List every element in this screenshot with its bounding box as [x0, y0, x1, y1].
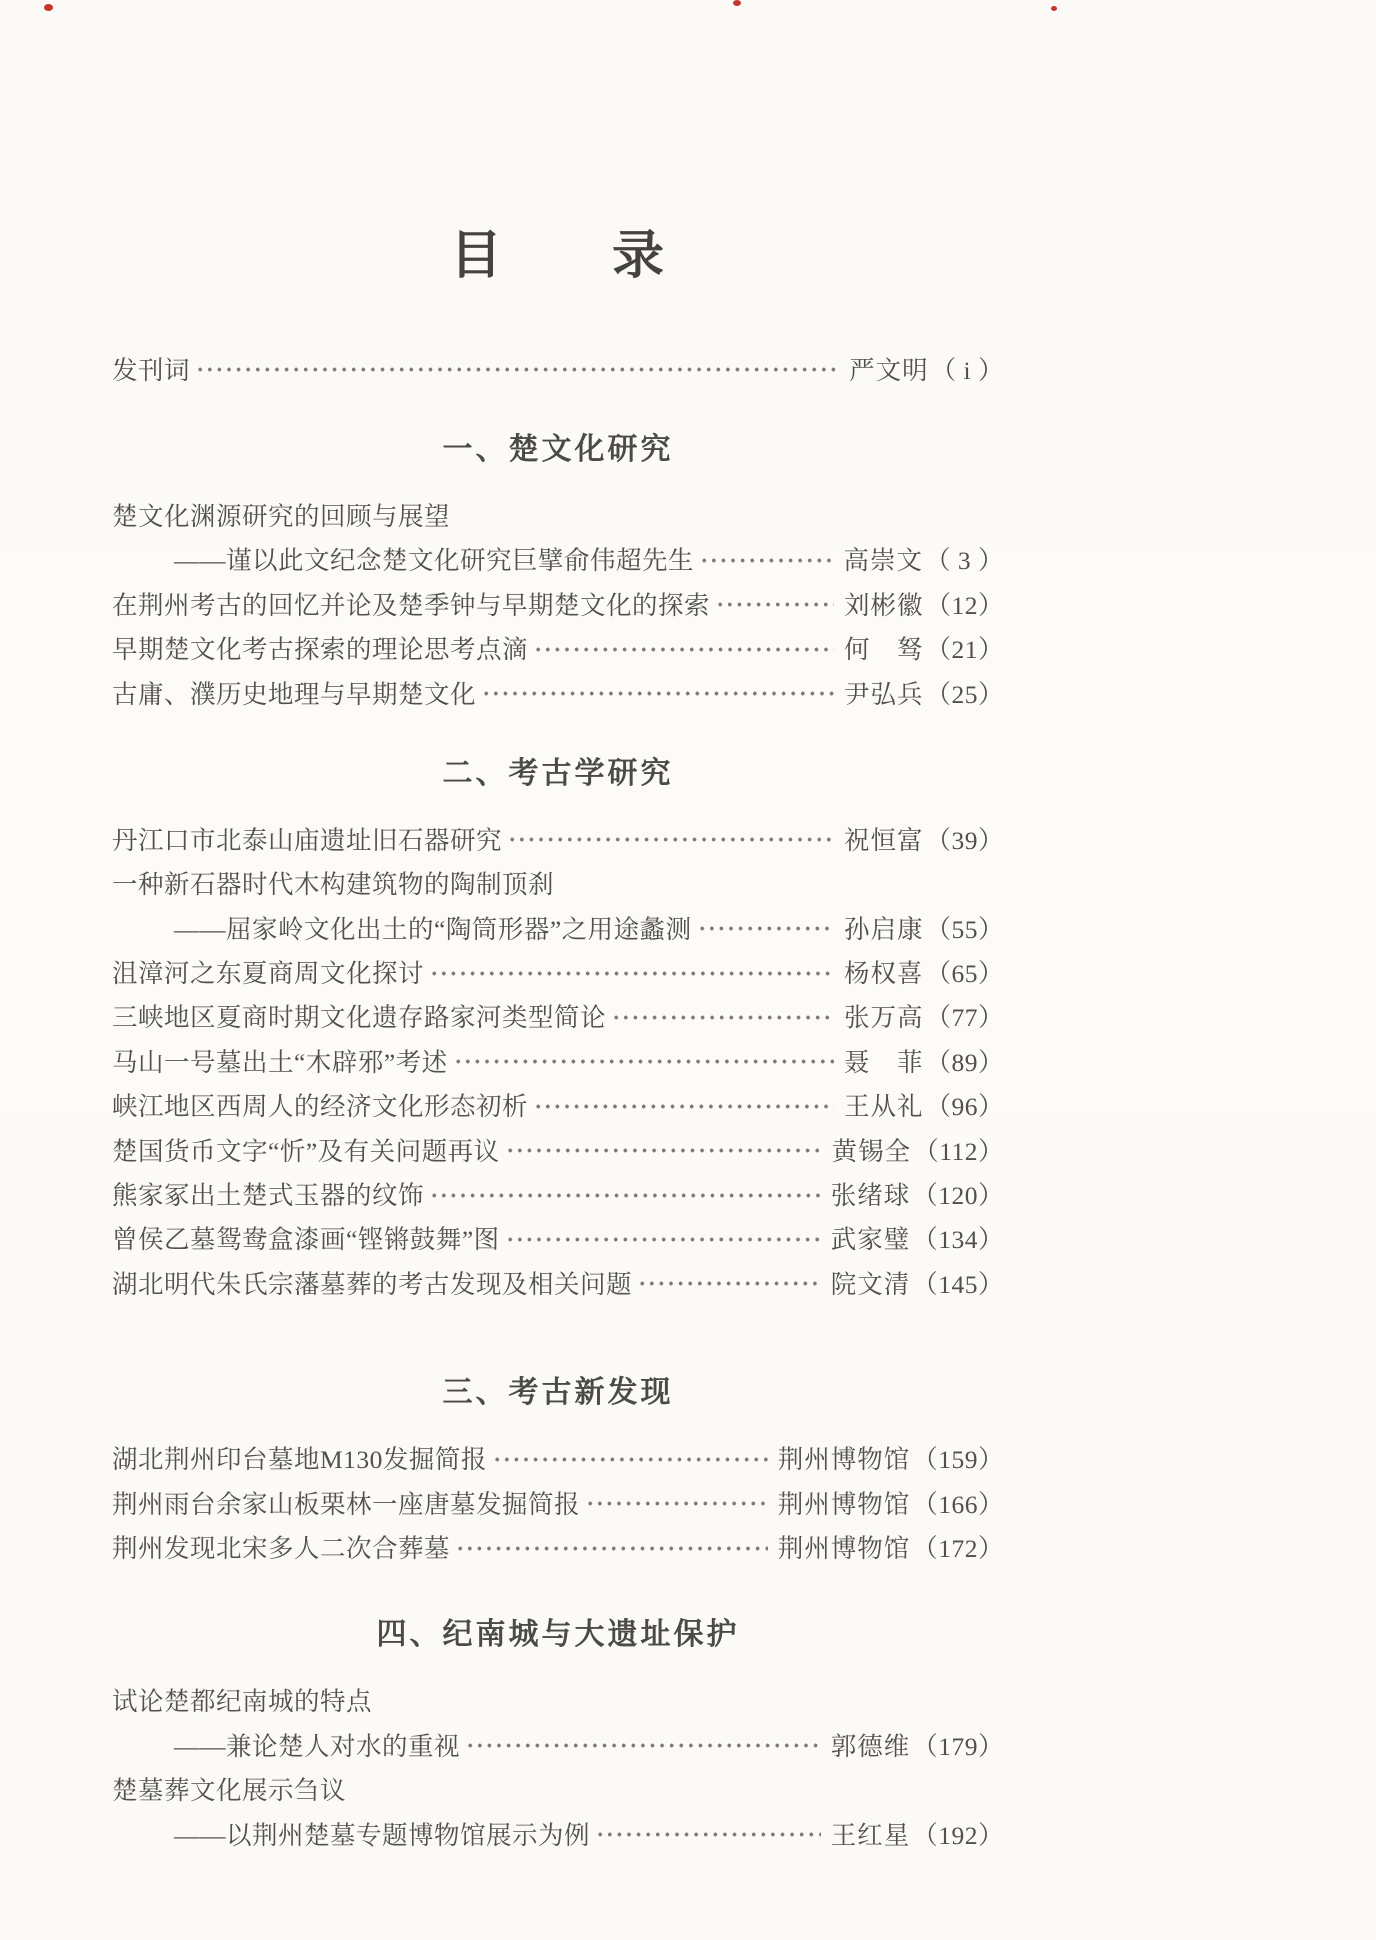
entry-subtitle-row [112, 906, 1004, 950]
entry-author: 何 驽 [843, 635, 924, 665]
entry-page-number: （ 3 ） [924, 546, 1004, 576]
page-title: 目 录 [449, 228, 666, 285]
entry-title: 一种新石器时代木构建筑物的陶制顶刹 [112, 870, 555, 900]
entry-author: 杨权喜 [843, 959, 924, 989]
entry-page-number: （12） [925, 590, 1004, 620]
entry-author: 孙启康 [843, 914, 924, 944]
entry-subtitle: ——兼论楚人对水的重视 [174, 1731, 461, 1761]
toc-section [112, 1367, 1004, 1569]
dotted-leader [614, 1015, 834, 1020]
entry-row [112, 1039, 1004, 1083]
entry-subtitle-row [112, 537, 1004, 581]
entry-title: 沮漳河之东夏商周文化探讨 [112, 959, 425, 989]
entry-row [112, 1172, 1004, 1216]
entry-title: 荆州雨台余家山板栗林一座唐墓发掘简报 [112, 1489, 581, 1519]
dotted-leader [536, 647, 834, 652]
entry-author: 尹弘兵 [843, 679, 924, 709]
entry-title: 熊家冢出土楚式玉器的纹饰 [112, 1181, 425, 1211]
entry-title: 湖北明代朱氏宗藩墓葬的考古发现及相关问题 [112, 1269, 633, 1299]
entry-title: 荆州发现北宋多人二次合葬墓 [112, 1534, 451, 1563]
entry-author: 郭德维 [830, 1731, 911, 1761]
dotted-leader [508, 1237, 821, 1242]
entry-page-number: （77） [925, 1003, 1004, 1033]
toc-section [112, 424, 1004, 715]
scan-artifact-dot [1051, 6, 1057, 11]
entry-title-row [112, 1767, 1004, 1811]
dotted-leader [700, 926, 834, 931]
dotted-leader [458, 1546, 768, 1551]
entry-subtitle: ——屈家岭文化出土的“陶筒形器”之用途蠡测 [174, 914, 692, 944]
entry-subtitle-row [112, 1811, 1004, 1855]
entry-author: 荆州博物馆 [777, 1534, 911, 1563]
dotted-leader [456, 1059, 834, 1064]
dotted-leader [508, 1148, 822, 1153]
entry-title: 发刊词 [112, 355, 191, 385]
entry-subtitle: ——谨以此文纪念楚文化研究巨擘俞伟超先生 [174, 546, 695, 576]
entry-row [112, 626, 1004, 670]
entry-page-number: （39） [925, 825, 1004, 855]
entry-page-number: （179） [912, 1731, 1004, 1761]
entry-page-number: （134） [912, 1225, 1004, 1255]
entry-row [112, 670, 1004, 714]
dotted-leader [495, 1457, 768, 1462]
entry-title: 峡江地区西周人的经济文化形态初析 [112, 1092, 529, 1122]
dotted-leader [468, 1743, 821, 1748]
entry-page-number: （145） [912, 1269, 1004, 1299]
dotted-leader [536, 1104, 834, 1109]
entry-title: 三峡地区夏商时期文化遗存路家河类型简论 [112, 1003, 607, 1033]
dotted-leader [198, 367, 839, 372]
entry-title: 在荆州考古的回忆并论及楚季钟与早期楚文化的探索 [112, 590, 711, 620]
entry-title: 马山一号墓出土“木辟邪”考述 [112, 1047, 448, 1077]
entry-author: 武家璧 [830, 1225, 911, 1255]
dotted-leader [432, 1193, 821, 1198]
toc-content [112, 226, 1004, 1856]
dotted-leader [718, 602, 834, 607]
entry-row [112, 1480, 1004, 1524]
entry-row [112, 950, 1004, 994]
entry-title: 古庸、濮历史地理与早期楚文化 [112, 679, 477, 709]
entry-title: 曾侯乙墓鸳鸯盒漆画“铿锵鼓舞”图 [112, 1225, 500, 1255]
entry-page-number: （96） [925, 1092, 1004, 1122]
entry-page-number: （120） [912, 1181, 1004, 1211]
section-heading: 三、考古新发现 [442, 1376, 674, 1410]
entry-title: 楚墓葬文化展示刍议 [112, 1776, 347, 1806]
section-entries [112, 1436, 1004, 1569]
entry-author: 王从礼 [843, 1092, 924, 1122]
entry-page-number: （89） [925, 1047, 1004, 1077]
dotted-leader [510, 837, 834, 842]
section-entries [112, 493, 1004, 715]
entry-author: 院文清 [830, 1269, 911, 1299]
entry-title: 试论楚都纪南城的特点 [112, 1687, 373, 1717]
entry-subtitle-row [112, 1723, 1004, 1767]
entry-title: 楚文化渊源研究的回顾与展望 [112, 501, 451, 531]
dotted-leader [484, 691, 834, 696]
entry-author: 高崇文 [843, 546, 923, 576]
entry-title: 早期楚文化考古探索的理论思考点滴 [112, 635, 529, 665]
dotted-leader [702, 558, 833, 563]
entry-row [112, 582, 1004, 626]
entry-author: 黄锡全 [831, 1136, 912, 1166]
entry-title: 丹江口市北泰山庙遗址旧石器研究 [112, 825, 503, 855]
entry-row [112, 1216, 1004, 1260]
entry-title: 楚国货币文字“忻”及有关问题再议 [112, 1136, 500, 1166]
entry-author: 张绪球 [830, 1181, 911, 1211]
entry-page-number: （166） [912, 1489, 1004, 1519]
frontmatter-row [112, 346, 1004, 390]
toc-list [112, 346, 1004, 1855]
section-entries [112, 817, 1004, 1305]
scan-artifact-dot [44, 4, 53, 11]
dotted-leader [588, 1501, 768, 1506]
entry-row [112, 1525, 1004, 1569]
entry-row [112, 1083, 1004, 1127]
entry-page-number: （25） [925, 679, 1004, 709]
section-heading: 四、纪南城与大遗址保护 [376, 1618, 740, 1652]
toc-sections [112, 424, 1004, 1856]
toc-section [112, 748, 1004, 1305]
entry-page-number: （172） [912, 1534, 1004, 1563]
entry-page-number: （192） [912, 1820, 1004, 1850]
entry-page-number: （55） [925, 914, 1004, 944]
dotted-leader [640, 1281, 821, 1286]
dotted-leader [432, 971, 834, 976]
entry-page-number: （159） [912, 1445, 1004, 1475]
scan-artifact-dot [733, 0, 741, 6]
entry-page-number: （21） [925, 635, 1004, 665]
entry-row [112, 1436, 1004, 1480]
entry-title-row [112, 1678, 1004, 1722]
dotted-leader [598, 1832, 821, 1837]
section-heading: 二、考古学研究 [442, 756, 674, 790]
entry-author: 祝恒富 [843, 825, 924, 855]
entry-author: 严文明 [849, 355, 929, 385]
entry-page-number: （ i ） [930, 355, 1004, 385]
entry-author: 荆州博物馆 [777, 1445, 911, 1475]
section-heading: 一、楚文化研究 [442, 432, 674, 466]
entry-title-row [112, 861, 1004, 905]
entry-page-number: （65） [925, 959, 1004, 989]
entry-title: 湖北荆州印台墓地M130发掘简报 [112, 1445, 487, 1475]
entry-author: 荆州博物馆 [777, 1489, 911, 1519]
entry-row [112, 1261, 1004, 1305]
entry-subtitle: ——以荆州楚墓专题博物馆展示为例 [174, 1820, 591, 1850]
entry-row [112, 1127, 1004, 1171]
entry-author: 刘彬徽 [843, 590, 924, 620]
section-entries [112, 1678, 1004, 1856]
entry-page-number: （112） [913, 1136, 1004, 1166]
entry-author: 张万高 [843, 1003, 924, 1033]
entry-row [112, 817, 1004, 861]
entry-row [112, 994, 1004, 1038]
entry-author: 王红星 [830, 1820, 911, 1850]
toc-section [112, 1609, 1004, 1856]
entry-author: 聂 菲 [843, 1047, 924, 1077]
entry-title-row [112, 493, 1004, 537]
